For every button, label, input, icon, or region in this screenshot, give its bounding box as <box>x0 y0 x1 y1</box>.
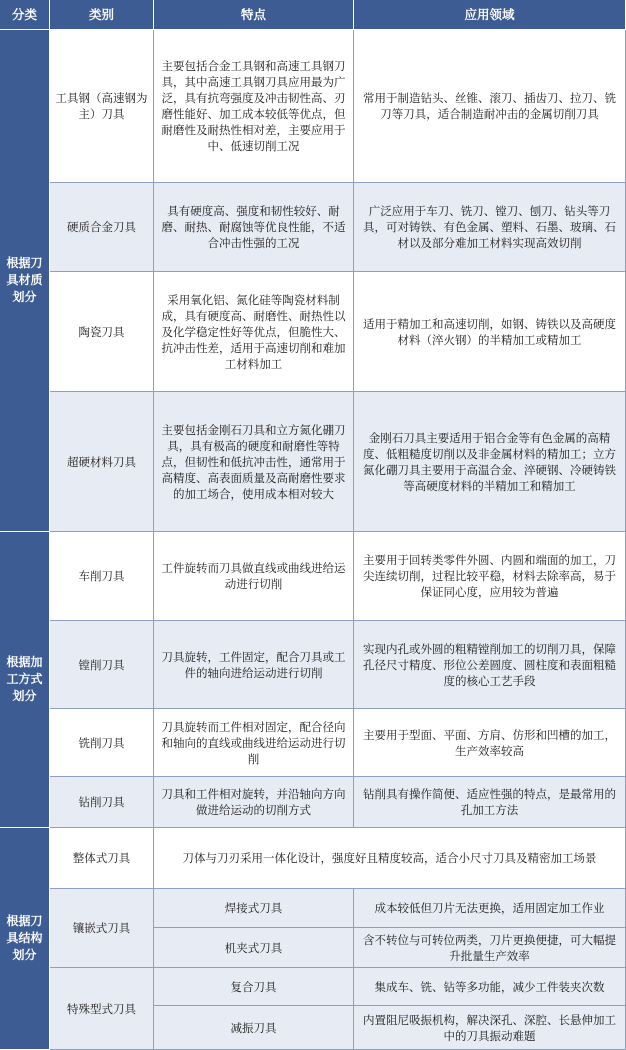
application-boring: 实现内孔或外圆的粗精镗削加工的切削刀具，保障孔径尺寸精度、形位公差圆度、圆柱度和表面粗糙度的核心工艺手段 <box>354 621 626 709</box>
category-ceramic: 陶瓷刀具 <box>50 272 154 392</box>
subcategory-damping: 减振刀具 <box>154 1006 354 1050</box>
subcategory-welded: 焊接式刀具 <box>154 889 354 928</box>
category-drilling: 钻削刀具 <box>50 777 154 828</box>
subcategory-composite: 复合刀具 <box>154 968 354 1006</box>
feature-integral: 刀体与刀刃采用一体化设计，强度好且精度较高，适合小尺寸刀具及精密加工场景 <box>154 828 626 889</box>
category-boring: 镗削刀具 <box>50 621 154 709</box>
feature-milling: 刀具旋转而工件相对固定，配合径向和轴向的直线或曲线进给运动进行切削 <box>154 709 354 777</box>
category-tool-steel: 工具钢（高速钢为主）刀具 <box>50 30 154 183</box>
category-turning: 车削刀具 <box>50 532 154 621</box>
category-integral: 整体式刀具 <box>50 828 154 889</box>
application-drilling: 钻削具有操作简便、适应性强的特点，是最常用的孔加工方法 <box>354 777 626 828</box>
group-by-structure: 根据刀具结构划分 <box>0 828 50 1050</box>
category-carbide: 硬质合金刀具 <box>50 183 154 272</box>
application-superhard: 金刚石刀具主要适用于铝合金等有色金属的高精度、低粗糙度切削以及非金属材料的精加工；立方氮化硼刀具主要用于高温合金、淬硬钢、冷硬铸铁等高硬度材料的半精加工和精加工 <box>354 392 626 532</box>
feature-superhard: 主要包括金刚石刀具和立方氮化硼刀具，具有极高的硬度和耐磨性等特点，但韧性和低抗冲击性，通常用于高精度、高表面质量及高耐磨性要求的加工场合，使用成本相对较大 <box>154 392 354 532</box>
application-ceramic: 适用于精加工和高速切削，如钢、铸铁以及高硬度材料（淬火钢）的半精加工或精加工 <box>354 272 626 392</box>
feature-boring: 刀具旋转，工件固定，配合刀具或工件的轴向进给运动进行切削 <box>154 621 354 709</box>
feature-welded: 成本较低但刀片无法更换，适用固定加工作业 <box>354 889 626 928</box>
category-inlay: 镶嵌式刀具 <box>50 889 154 968</box>
header-classification: 分类 <box>0 0 50 30</box>
header-category: 类别 <box>50 0 154 30</box>
application-turning: 主要用于回转类零件外圆、内圆和端面的加工，刀尖连续切削，过程比较平稳，材料去除率高，易于保证同心度，应用较为普遍 <box>354 532 626 621</box>
category-milling: 铣削刀具 <box>50 709 154 777</box>
feature-clamped: 含不转位与可转位两类，刀片更换便捷，可大幅提升批量生产效率 <box>354 928 626 968</box>
application-carbide: 广泛应用于车刀、铣刀、镗刀、刨刀、钻头等刀具，可对铸铁、有色金属、塑料、石墨、玻璃、石材以及部分难加工材料实现高效切削 <box>354 183 626 272</box>
feature-tool-steel: 主要包括合金工具钢和高速工具钢刀具，其中高速工具钢刀具应用最为广泛，具有抗弯强度及冲击韧性高、刃磨性能好、加工成本较低等优点，但耐磨性及耐热性相对差，主要应用于中、低速切削工况 <box>154 30 354 183</box>
application-tool-steel: 常用于制造钻头、丝锥、滚刀、插齿刀、拉刀、铣刀等刀具，适合制造耐冲击的金属切削刀具 <box>354 30 626 183</box>
group-by-method: 根据加工方式划分 <box>0 532 50 828</box>
header-application: 应用领域 <box>354 0 626 30</box>
application-milling: 主要用于型面、平面、方肩、仿形和凹槽的加工，生产效率较高 <box>354 709 626 777</box>
subcategory-clamped: 机夹式刀具 <box>154 928 354 968</box>
feature-drilling: 刀具和工件相对旋转，并沿轴向方向做进给运动的切削方式 <box>154 777 354 828</box>
feature-composite: 集成车、铣、钻等多功能，减少工件装夹次数 <box>354 968 626 1006</box>
feature-damping: 内置阻尼吸振机构，解决深孔、深腔、长悬伸加工中的刀具振动难题 <box>354 1006 626 1050</box>
header-features: 特点 <box>154 0 354 30</box>
feature-ceramic: 采用氧化铝、氮化硅等陶瓷材料制成，具有硬度高、耐磨性、耐热性以及化学稳定性好等优点，但脆性大、抗冲击性差，适用于高速切削和难加工材料加工 <box>154 272 354 392</box>
feature-turning: 工件旋转而刀具做直线或曲线进给运动进行切削 <box>154 532 354 621</box>
category-special: 特殊型式刀具 <box>50 968 154 1050</box>
category-superhard: 超硬材料刀具 <box>50 392 154 532</box>
feature-carbide: 具有硬度高、强度和韧性较好、耐磨、耐热、耐腐蚀等优良性能，不适合冲击性强的工况 <box>154 183 354 272</box>
group-by-material: 根据刀具材质划分 <box>0 30 50 532</box>
